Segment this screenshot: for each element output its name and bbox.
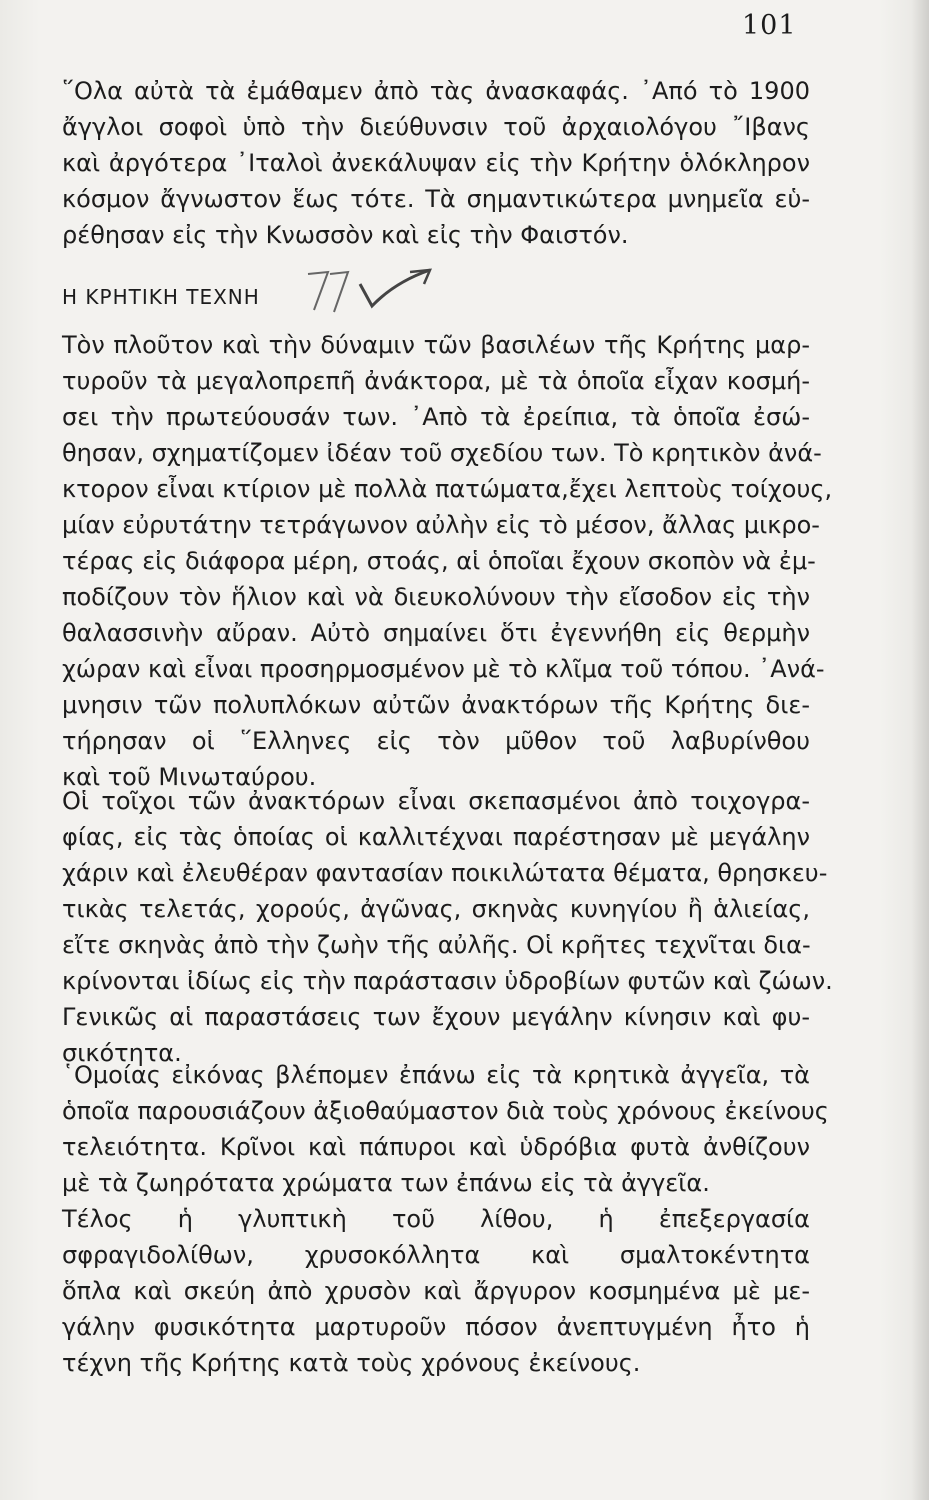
page-edge-shadow: [911, 0, 929, 1500]
paragraph-1-line-4: κόσμον ἄγνωστον ἕως τότε. Τὰ σημαντικώτερα μνημεῖα εὑ-: [62, 185, 810, 213]
paragraph-5-line-3: ὅπλα καὶ σκεύη ἀπὸ χρυσὸν καὶ ἄργυρον κοσμημένα μὲ με-: [62, 1277, 810, 1305]
paragraph-2-line-9: θαλασσινὴν αὔραν. Αὐτὸ σημαίνει ὅτι ἐγεννήθη εἰς θερμὴν: [62, 619, 810, 647]
paragraph-3-line-1: Οἱ τοῖχοι τῶν ἀνακτόρων εἶναι σκεπασμένοι ἀπὸ τοιχογρα-: [62, 787, 810, 815]
paragraph-2-line-4: θησαν, σχηματίζομεν ἰδέαν τοῦ σχεδίου των. Τὸ κρητικὸν ἀνά-: [62, 439, 822, 467]
paragraph-1-line-3: καὶ ἀργότερα ᾿Ιταλοὶ ἀνεκάλυψαν εἰς τὴν Κρήτην ὁλόκληρον: [62, 149, 810, 177]
paragraph-2-line-7: τέρας εἰς διάφορα μέρη, στοάς, αἱ ὁποῖαι ἔχουν σκοπὸν νὰ ἐμ-: [62, 547, 816, 575]
paragraph-3-line-4: τικὰς τελετάς, χορούς, ἀγῶνας, σκηνὰς κυνηγίου ἢ ἁλιείας,: [62, 895, 810, 923]
paragraph-3-line-2: φίας, εἰς τὰς ὁποίας οἱ καλλιτέχναι παρέστησαν μὲ μεγάλην: [62, 823, 810, 851]
paragraph-2-line-10: χώραν καὶ εἶναι προσηρμοσμένον μὲ τὸ κλῖμα τοῦ τόπου. ᾿Ανά-: [62, 655, 825, 683]
paragraph-4-line-4: μὲ τὰ ζωηρότατα χρώματα των ἐπάνω εἰς τὰ ἀγγεῖα.: [62, 1169, 710, 1197]
paragraph-1-line-2: ἄγγλοι σοφοὶ ὑπὸ τὴν διεύθυνσιν τοῦ ἀρχαιολόγου ῎Ιβανς: [62, 113, 810, 141]
paragraph-4-line-1: ῾Ομοίας εἰκόνας βλέπομεν ἐπάνω εἰς τὰ κρητικὰ ἀγγεῖα, τὰ: [62, 1061, 810, 1089]
paragraph-2-line-12: τήρησαν οἱ ῞Ελληνες εἰς τὸν μῦθον τοῦ λαβυρίνθου: [62, 727, 810, 755]
paragraph-1-line-1: ῞Ολα αὐτὰ τὰ ἐμάθαμεν ἀπὸ τὰς ἀνασκαφάς. ᾿Από τὸ 1900: [62, 77, 810, 105]
paragraph-2-line-1: Τὸν πλοῦτον καὶ τὴν δύναμιν τῶν βασιλέων τῆς Κρήτης μαρ-: [62, 331, 810, 359]
paragraph-1-line-5: ρέθησαν εἰς τὴν Κνωσσὸν καὶ εἰς τὴν Φαιστόν.: [62, 221, 629, 249]
paragraph-3-line-7: Γενικῶς αἱ παραστάσεις των ἔχουν μεγάλην κίνησιν καὶ φυ-: [62, 1003, 810, 1031]
paragraph-2-line-3: σει τὴν πρωτεύουσάν των. ᾿Απὸ τὰ ἐρείπια, τὰ ὁποῖα ἐσώ-: [62, 403, 810, 431]
paragraph-2-line-8: ποδίζουν τὸν ἥλιον καὶ νὰ διευκολύνουν τὴν εἴσοδον εἰς τὴν: [62, 583, 810, 611]
paragraph-5-line-1: Τέλος ἡ γλυπτικὴ τοῦ λίθου, ἡ ἐπεξεργασία: [62, 1205, 810, 1233]
handwritten-check-mark: [300, 262, 450, 317]
section-heading: Η ΚΡΗΤΙΚΗ ΤΕΧΝΗ: [62, 285, 260, 309]
paragraph-3-line-5: εἴτε σκηνὰς ἀπὸ τὴν ζωὴν τῆς αὐλῆς. Οἱ κρῆτες τεχνῖται δια-: [62, 931, 811, 959]
paragraph-5-line-5: τέχνη τῆς Κρήτης κατὰ τοὺς χρόνους ἐκείνους.: [62, 1349, 641, 1377]
paragraph-5-line-4: γάλην φυσικότητα μαρτυροῦν πόσον ἀνεπτυγμένη ἦτο ἡ: [62, 1313, 810, 1341]
paragraph-2-line-6: μίαν εὐρυτάτην τετράγωνον αὐλὴν εἰς τὸ μέσον, ἄλλας μικρο-: [62, 511, 820, 539]
paragraph-4-line-2: ὁποῖα παρουσιάζουν ἀξιοθαύμαστον διὰ τοὺς χρόνους ἐκείνους: [62, 1097, 829, 1125]
paragraph-2-line-11: μνησιν τῶν πολυπλόκων αὐτῶν ἀνακτόρων τῆς Κρήτης διε-: [62, 691, 810, 719]
paragraph-4-line-3: τελειότητα. Κρῖνοι καὶ πάπυροι καὶ ὑδρόβια φυτὰ ἀνθίζουν: [62, 1133, 810, 1161]
paragraph-2-line-13: καὶ τοῦ Μινωταύρου.: [62, 763, 317, 791]
paragraph-3-line-3: χάριν καὶ ἐλευθέραν φαντασίαν ποικιλώτατα θέματα, θρησκευ-: [62, 859, 828, 887]
paragraph-5-line-2: σφραγιδολίθων, χρυσοκόλλητα καὶ σμαλτοκέντητα: [62, 1241, 810, 1269]
paragraph-3-line-8: σικότητα.: [62, 1039, 182, 1067]
page-number: 101: [742, 10, 797, 41]
paragraph-2-line-5: κτορον εἶναι κτίριον μὲ πολλὰ πατώματα,ἔχει λεπτοὺς τοίχους,: [62, 475, 833, 503]
paragraph-3-line-6: κρίνονται ἰδίως εἰς τὴν παράστασιν ὑδροβίων φυτῶν καὶ ζώων.: [62, 967, 833, 995]
paragraph-2-line-2: τυροῦν τὰ μεγαλοπρεπῆ ἀνάκτορα, μὲ τὰ ὁποῖα εἶχαν κοσμή-: [62, 367, 810, 395]
